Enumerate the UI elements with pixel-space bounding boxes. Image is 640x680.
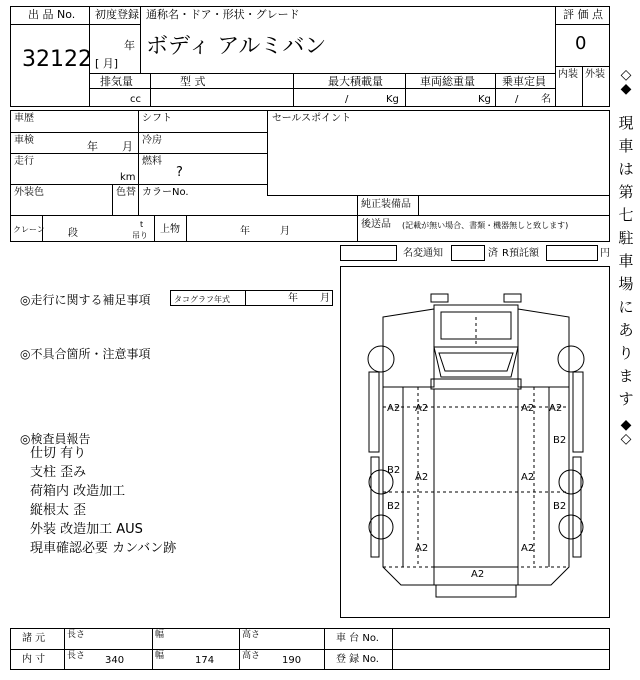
color-no-label: カラーNo. [142,187,189,198]
first-reg-year: 年 [124,39,135,52]
inner-label: 内 寸 [22,654,46,665]
crane-t: t [140,220,144,229]
km-unit: km [120,172,136,183]
defects-heading: ◎不具合箇所・注意事項 [20,347,151,361]
damage-mark: A2 [521,543,535,554]
height-label: 高さ [242,630,261,640]
name-change-box [451,245,485,261]
inner-height: 190 [282,655,302,666]
inspection-label: 車検 [14,135,34,146]
deposit-box [546,245,598,261]
max-load-label: 最大積載量 [328,75,383,88]
history-label: 車歴 [14,113,34,124]
sidebar-bottom-diamonds: ◆ ◇ [620,417,632,447]
crane-lift: 吊り [132,231,148,240]
post-send-label: 後送品 [361,219,391,230]
report-line: 支柱 歪み [30,465,87,480]
cc-unit: cc [130,94,141,105]
report-line: 仕切 有り [30,446,87,461]
report-line: 縦根太 歪 [30,503,87,518]
sidebar-top-diamonds: ◇ ◆ [620,67,632,97]
kg-unit-2: Kg [478,94,491,105]
lot-label: 出 品 No. [28,8,76,21]
report-line: 外装 改造加工 AUS [30,522,143,537]
name-label: 通称名・ドア・形状・グレード [146,8,300,21]
score-value: 0 [575,33,587,54]
tacho-label: タコグラフ年式 [174,295,230,304]
damage-mark: A2 [415,472,429,483]
mileage-label: 走行 [14,156,34,167]
shift-label: シフト [142,113,172,124]
driving-notes-heading: ◎走行に関する補足事項 [20,293,151,307]
inner-width: 174 [195,655,215,666]
report-line: 現車確認必要 カンバン跡 [30,541,177,556]
truck-diagram [341,267,611,619]
load-slash: / [345,94,349,105]
sidebar-text: 現 車 は 第 七 駐 車 場 に あ り ま す [618,114,634,408]
inner-length: 340 [105,655,125,666]
inspection-year: 年 [87,140,98,153]
specs-label: 諸 元 [22,633,46,644]
damage-mark: A2 [415,543,429,554]
capacity-label: 乗車定員 [502,75,546,88]
report-line: 荷箱内 改造加工 [30,484,126,499]
ext-color-label: 外装色 [14,187,44,198]
sales-point-label: セールスポイント [272,113,352,124]
damage-mark: A2 [521,472,535,483]
genuine-label: 純正装備品 [361,199,411,210]
car-name: ボディ アルミバン [146,34,327,59]
damage-mark: B2 [387,465,401,476]
post-send-note: (記載が無い場合、書類・機器無しと致します) [402,221,569,230]
length-label-inner: 長さ [67,651,86,661]
kg-unit-1: Kg [386,94,399,105]
capacity-slash: / [515,94,519,105]
yen-unit: 円 [600,248,610,259]
crane-label: クレーン [13,225,45,234]
name-change-label: 名変通知 [403,248,443,259]
inspector-heading: ◎検査員報告 [20,432,91,446]
chassis-label: 車 台 No. [336,633,379,644]
damage-mark: A2 [415,403,429,414]
color-change-label: 色替 [116,187,136,198]
length-label: 長さ [67,630,86,640]
width-label-inner: 幅 [155,651,165,661]
deposit-prefix: 済 [488,248,498,259]
lot-number: 32122 [22,47,92,72]
fuel-label: 燃料 [142,156,162,167]
width-label: 幅 [155,630,165,640]
tacho-month: 月 [320,293,330,304]
lift-label: 上物 [160,224,180,235]
damage-mark: A2 [387,403,401,414]
exterior-label: 外装 [585,69,605,80]
damage-mark: B2 [553,501,567,512]
tacho-year: 年 [288,293,298,304]
truck-diagram-frame [340,266,610,618]
fuel-value: ? [176,165,183,180]
deposit-label: R預託額 [502,248,539,259]
crane-stage: 段 [68,228,78,239]
damage-mark: B2 [387,501,401,512]
interior-label: 内装 [558,69,578,80]
height-label-inner: 高さ [242,651,261,661]
score-label: 評 価 点 [563,8,603,21]
damage-mark: A2 [549,403,563,414]
damage-mark: B2 [553,435,567,446]
lift-month: 月 [280,226,290,237]
first-reg-month: [ 月] [95,57,119,70]
lift-year: 年 [240,226,250,237]
inspection-month: 月 [122,140,133,153]
reg-label: 登 録 No. [336,654,379,665]
first-reg-label: 初度登録 [95,8,139,21]
gross-weight-label: 車両総重量 [420,75,475,88]
model-label: 型 式 [180,75,206,88]
ac-label: 冷房 [142,135,162,146]
notice-box-1 [340,245,397,261]
damage-mark: A2 [471,569,485,580]
displacement-label: 排気量 [100,75,133,88]
person-unit: 名 [541,94,551,105]
damage-mark: A2 [521,403,535,414]
